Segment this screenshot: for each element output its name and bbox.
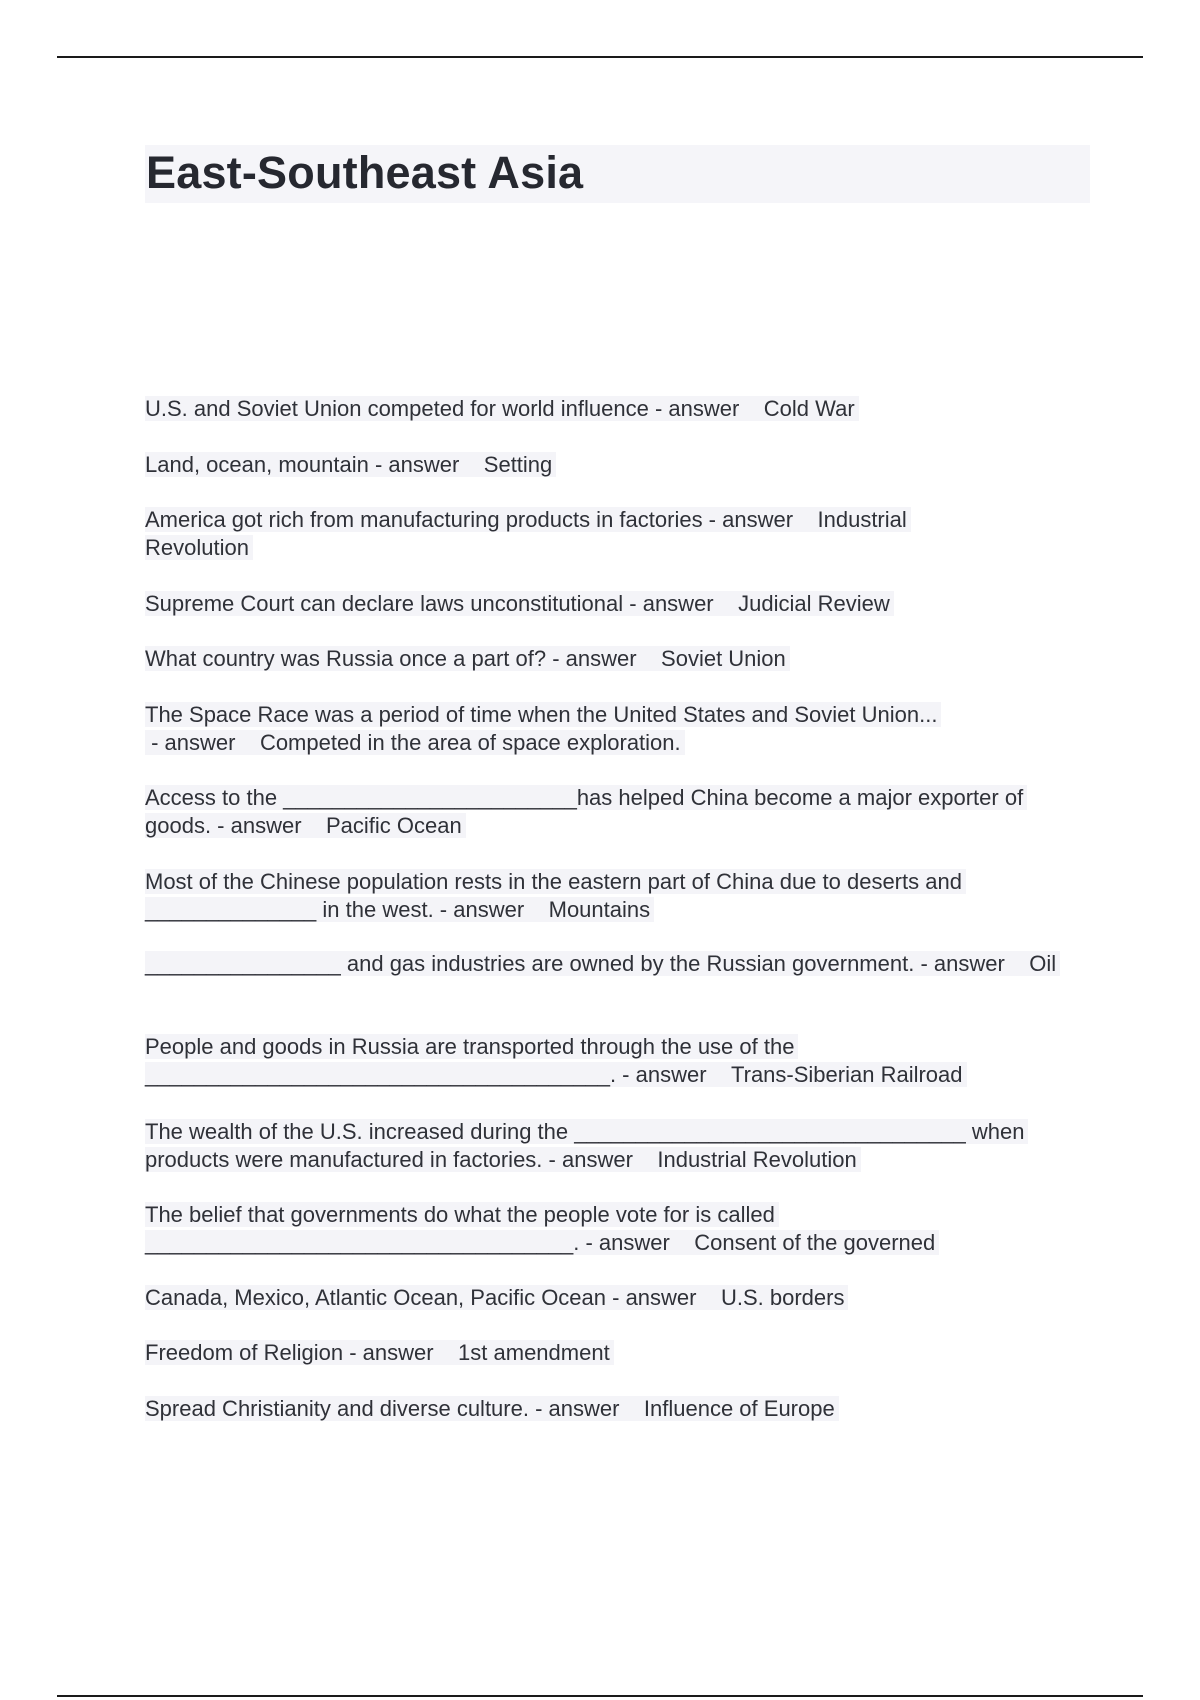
qa-item [145,950,1080,978]
answer-separator: - answer [616,1062,713,1087]
qa-item [145,1284,1090,1312]
question-text: Spread Christianity and diverse culture. [145,1396,529,1421]
question-text: ________________ and gas industries are owned by the Russian government. [145,951,915,976]
qa-item [145,590,1090,618]
answer-separator: - answer [145,730,242,755]
answer-separator: - answer [343,1340,440,1365]
answer-separator: - answer [542,1147,640,1172]
answer-text: Oil [1029,951,1057,976]
answer-separator: - answer [702,507,800,532]
question-text: The wealth of the U.S. increased during the ________________________________ when products were manufactured in factories. [145,1119,1025,1172]
answer-separator: - answer [648,396,746,421]
question-text: The belief that governments do what the people vote for is called ___________________________________. [145,1202,775,1255]
question-text: The Space Race was a period of time when the United States and Soviet Union... [145,702,938,727]
answer-text: Judicial Review [738,591,890,616]
bottom-rule [57,1695,1143,1697]
question-text: U.S. and Soviet Union competed for world influence [145,396,649,421]
question-text: America got rich from manufacturing products in factories [145,507,703,532]
answer-text: Trans-Siberian Railroad [731,1062,963,1087]
qa-item [145,451,1090,479]
question-text: Most of the Chinese population rests in the eastern part of China due to deserts and ______________ in the west. [145,869,962,922]
question-text: What country was Russia once a part of? [145,646,547,671]
answer-separator: - answer [211,813,308,838]
qa-item [145,1339,1090,1367]
answer-separator: - answer [528,1396,626,1421]
answer-separator: - answer [546,646,643,671]
qa-item [145,395,1090,423]
answer-text: U.S. borders [720,1285,845,1310]
answer-text: Competed in the area of space exploration. [259,730,681,755]
qa-item [145,701,1070,757]
answer-separator: - answer [914,951,1011,976]
qa-item [145,868,1090,924]
question-text: Canada, Mexico, Atlantic Ocean, Pacific Ocean [145,1285,607,1310]
answer-separator: - answer [368,452,466,477]
answer-separator: - answer [433,897,531,922]
answer-text: Setting [483,452,553,477]
answer-text: Industrial Revolution [145,507,907,560]
qa-item [145,1033,1090,1089]
qa-item [145,1118,1090,1174]
question-text: Freedom of Religion [145,1340,344,1365]
answer-text: Mountains [548,897,651,922]
answer-text: Soviet Union [661,646,786,671]
answer-text: Cold War [763,396,855,421]
qa-item [145,645,1090,673]
answer-separator: - answer [623,591,720,616]
qa-item [145,506,995,562]
answer-text: Industrial Revolution [657,1147,857,1172]
top-rule [57,56,1143,58]
answer-separator: - answer [606,1285,703,1310]
question-text: People and goods in Russia are transported through the use of the ______________________________________. [145,1034,795,1087]
question-text: Access to the ________________________has helped China become a major exporter of goods. [145,785,1024,838]
answer-text: Pacific Ocean [326,813,462,838]
page-title: East-Southeast Asia [146,147,584,198]
answer-separator: - answer [579,1230,676,1255]
qa-item [145,1395,1090,1423]
answer-text: 1st amendment [458,1340,610,1365]
answer-text: Consent of the governed [694,1230,936,1255]
answer-text: Influence of Europe [643,1396,835,1421]
qa-item [145,1201,1090,1257]
question-text: Land, ocean, mountain [145,452,369,477]
question-text: Supreme Court can declare laws unconstitutional [145,591,624,616]
qa-item [145,784,1090,840]
